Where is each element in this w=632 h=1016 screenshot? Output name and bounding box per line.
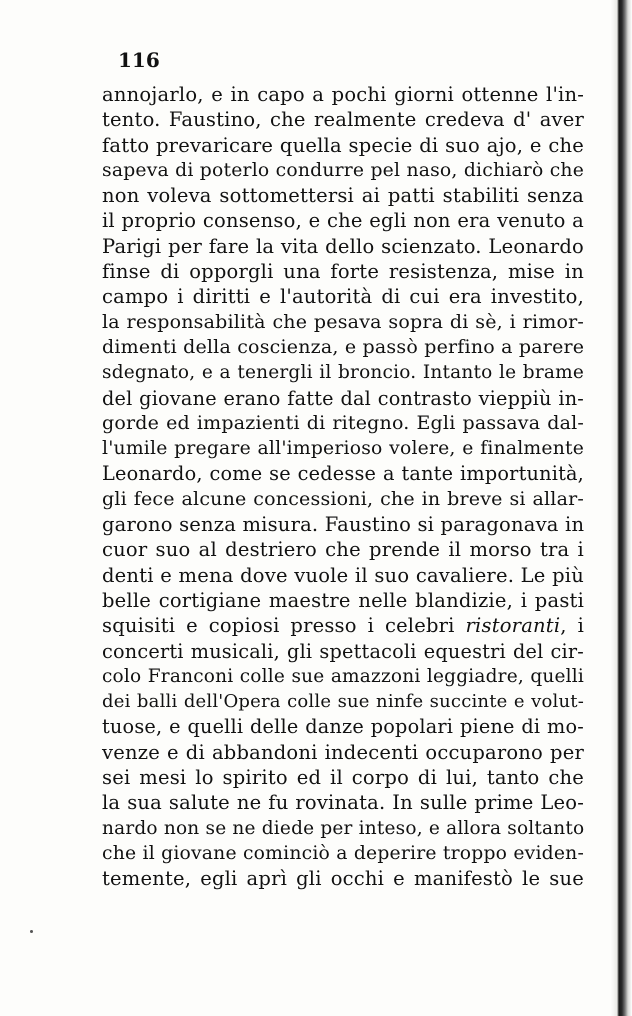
page-number: 116 <box>118 48 160 72</box>
text-line: temente, egli aprì gli occhi e manifestò le sue <box>102 867 584 891</box>
text-line: sei mesi lo spirito ed il corpo di lui, tanto che <box>102 766 584 790</box>
book-spine-edge <box>610 0 632 1016</box>
text-line: Leonardo, come se cedesse a tante importunità, <box>102 462 584 486</box>
text-line: fatto prevaricare quella specie di suo ajo, e che <box>102 133 584 157</box>
text-line: cuor suo al destriero che prende il morso tra i <box>102 538 584 562</box>
text-line: non voleva sottomettersi ai patti stabiliti senza <box>102 184 584 208</box>
text-line: Parigi per fare la vita dello scienzato. Leonardo <box>102 234 584 258</box>
text-line: il proprio consenso, e che egli non era venuto a <box>102 209 584 233</box>
text-line: denti e mena dove vuole il suo cavaliere. Le più <box>102 563 584 587</box>
text-line: annojarlo, e in capo a pochi giorni ottenne l'in- <box>102 83 584 106</box>
text-line: sdegnato, e a tenergli il broncio. Intanto le brame <box>102 362 584 384</box>
text-line: venze e di abbandoni indecenti occuparono per <box>102 740 584 764</box>
text-line: finse di opporgli una forte resistenza, mise in <box>102 260 584 284</box>
text-line: tento. Faustino, che realmente credeva d' aver <box>102 108 584 132</box>
text-line: belle cortigiane maestre nelle blandizie, i pasti <box>102 588 584 612</box>
text-line: colo Franconi colle sue amazzoni leggiadre, quelli <box>102 665 584 687</box>
text-line: l'umile pregare all'imperioso volere, e finalmente <box>102 438 584 460</box>
text-line: la responsabilità che pesava sopra di sè, i rimor- <box>102 310 584 333</box>
text-line-with-italic: squisiti e copiosi presso i celebri ristoranti, i <box>102 614 585 638</box>
text-line: nardo non se ne diede per inteso, e allora soltanto <box>102 817 585 839</box>
body-text <box>102 82 584 892</box>
text-line: la sua salute ne fu rovinata. In sulle prime Leo- <box>102 791 584 815</box>
text-line: che il giovane cominciò a deperire troppo eviden- <box>102 842 584 864</box>
italic-word: ristoranti <box>465 614 561 638</box>
text-line: gli fece alcune concessioni, che in breve si allar- <box>102 487 584 510</box>
text-line: dei balli dell'Opera colle sue ninfe succinte e volut- <box>102 691 584 713</box>
text-line: sapeva di poterlo condurre pel naso, dichiarò che <box>102 159 584 181</box>
text-line: campo i diritti e l'autorità di cui era investito, <box>102 285 584 309</box>
text-line: garono senza misura. Faustino si paragonava in <box>102 513 585 537</box>
text-line: gorde ed impazienti di ritegno. Egli passava dal- <box>102 411 584 434</box>
text-line: dimenti della coscienza, e passò perfino a parere <box>102 335 585 358</box>
text-line: del giovane erano fatte dal contrasto vieppiù in- <box>102 386 584 410</box>
text-line: tuose, e quelli delle danze popolari piene di mo- <box>102 715 584 739</box>
text-line: concerti musicali, gli spettacoli equestri del cir- <box>102 639 584 663</box>
paper-speck <box>30 930 33 933</box>
